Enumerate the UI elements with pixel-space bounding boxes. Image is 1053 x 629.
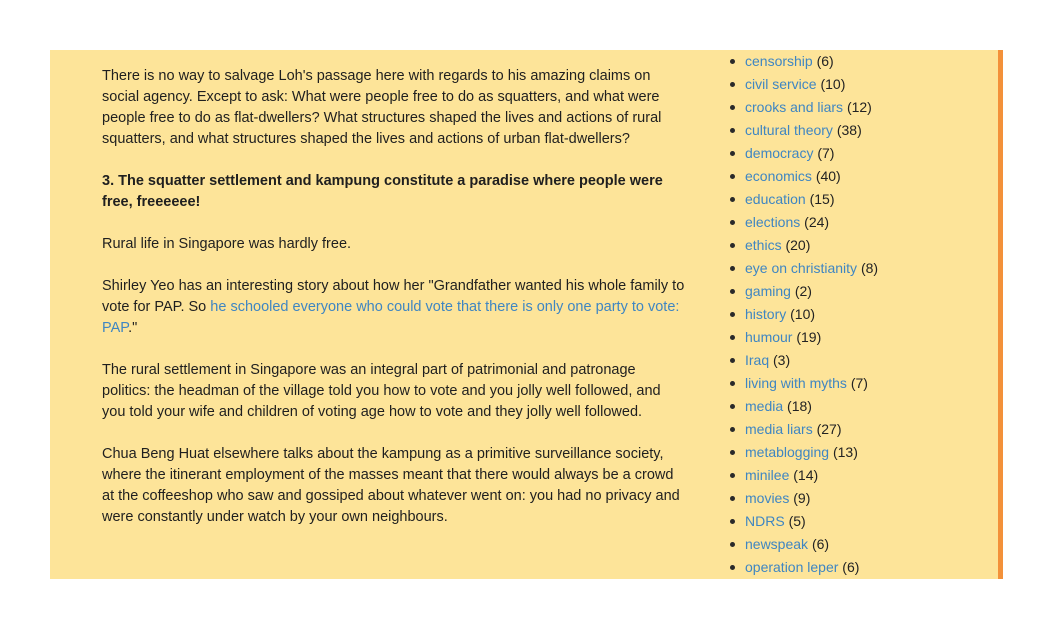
bullet-icon (730, 381, 735, 386)
bullet-icon (730, 266, 735, 271)
label-count: (8) (860, 260, 879, 276)
bullet-icon (730, 174, 735, 179)
label-link[interactable]: media liars (745, 421, 813, 437)
label-count: (15) (809, 191, 835, 207)
label-count: (10) (790, 306, 816, 322)
label-item (726, 510, 986, 533)
label-count: (14) (793, 467, 819, 483)
label-count: (40) (815, 168, 841, 184)
bullet-icon (730, 197, 735, 202)
label-count: (18) (787, 398, 812, 414)
label-item (726, 234, 986, 257)
label-link[interactable]: Iraq (745, 352, 770, 368)
label-count: (38) (836, 122, 862, 138)
label-item (726, 257, 986, 280)
label-count: (27) (816, 421, 842, 437)
label-item (726, 372, 986, 395)
label-item (726, 533, 986, 556)
label-item (726, 487, 986, 510)
label-link[interactable]: elections (745, 214, 801, 230)
label-count: (20) (785, 237, 811, 253)
label-link[interactable]: newspeak (745, 536, 809, 552)
bullet-icon (730, 496, 735, 501)
post-paragraph: Rural life in Singapore was hardly free. (102, 236, 352, 252)
label-link[interactable]: eye on christianity (745, 260, 858, 276)
label-link[interactable]: living with myths (745, 375, 847, 391)
label-count: (7) (817, 145, 835, 161)
label-item (726, 142, 986, 165)
section-heading: 3. The squatter settlement and kampung constitute a paradise where people were free, freeeeee! (102, 173, 663, 210)
post-paragraph: The rural settlement in Singapore was an integral part of patrimonial and patronage politics: the headman of the village told you how to vote and you jolly well followed, and you told your wife and children of voting age how to vote and they jolly well followed. (102, 362, 661, 420)
bullet-icon (730, 473, 735, 478)
label-link[interactable]: history (745, 306, 787, 322)
post-paragraph: There is no way to salvage Loh's passage here with regards to his amazing claims on social agency. Except to ask: What were people free to do as squatters, and what were people free to do as flat-dwellers? What structures shaped the lives and actions of rural squatters, and what structures shaped the lives and actions of urban flat-dwellers? (102, 68, 662, 147)
label-link[interactable]: operation leper (745, 559, 839, 575)
label-link[interactable]: ethics (745, 237, 782, 253)
label-item (726, 556, 986, 579)
label-link[interactable]: cultural theory (745, 122, 833, 138)
label-count: (5) (788, 513, 806, 529)
label-item (726, 349, 986, 372)
bullet-icon (730, 243, 735, 248)
label-item (726, 441, 986, 464)
bullet-icon (730, 427, 735, 432)
label-count: (6) (816, 53, 834, 69)
label-count: (6) (842, 559, 860, 575)
label-item (726, 73, 986, 96)
label-item (726, 211, 986, 234)
label-link[interactable]: education (745, 191, 806, 207)
label-link[interactable]: crooks and liars (745, 99, 844, 115)
label-item (726, 96, 986, 119)
label-count: (9) (793, 490, 811, 506)
bullet-icon (730, 82, 735, 87)
post-paragraph: Chua Beng Huat elsewhere talks about the kampung as a primitive surveillance society, where the itinerant employment of the masses meant that there would always be a crowd at the coffeeshop who saw and gossiped about whatever went on: you had no privacy and were constantly under watch by your own neighbours. (102, 446, 680, 525)
bullet-icon (730, 220, 735, 225)
bullet-icon (730, 59, 735, 64)
bullet-icon (730, 358, 735, 363)
bullet-icon (730, 289, 735, 294)
post-text: ." (128, 320, 138, 336)
label-item (726, 303, 986, 326)
labels-sidebar (726, 50, 986, 579)
bullet-icon (730, 335, 735, 340)
label-item (726, 165, 986, 188)
post-text: Shirley Yeo has an interesting story about how her "Grandfather wanted his whole family to vote for PAP. So (102, 278, 685, 315)
labels-list (726, 50, 986, 579)
bullet-icon (730, 151, 735, 156)
label-link[interactable]: metablogging (745, 444, 830, 460)
bullet-icon (730, 128, 735, 133)
label-item (726, 395, 986, 418)
label-item (726, 50, 986, 73)
sidebar-border (998, 50, 1003, 579)
label-count: (7) (850, 375, 868, 391)
label-link[interactable]: NDRS (745, 513, 785, 529)
label-link[interactable]: censorship (745, 53, 813, 69)
bullet-icon (730, 312, 735, 317)
label-link[interactable]: civil service (745, 76, 817, 92)
label-count: (10) (820, 76, 846, 92)
post-body (102, 66, 687, 549)
bullet-icon (730, 450, 735, 455)
label-link[interactable]: minilee (745, 467, 790, 483)
label-count: (2) (794, 283, 812, 299)
post-link[interactable]: he schooled everyone who could vote that there is only one party to vote: PAP (102, 299, 680, 336)
label-count: (19) (796, 329, 822, 345)
label-link[interactable]: democracy (745, 145, 814, 161)
bullet-icon (730, 565, 735, 570)
bullet-icon (730, 105, 735, 110)
label-item (726, 188, 986, 211)
bullet-icon (730, 519, 735, 524)
label-link[interactable]: media (745, 398, 784, 414)
label-link[interactable]: economics (745, 168, 812, 184)
label-link[interactable]: humour (745, 329, 793, 345)
label-item (726, 119, 986, 142)
label-count: (3) (773, 352, 791, 368)
label-link[interactable]: gaming (745, 283, 791, 299)
label-count: (12) (846, 99, 872, 115)
blog-page (50, 50, 998, 579)
label-count: (6) (811, 536, 830, 552)
label-item (726, 418, 986, 441)
label-item (726, 280, 986, 303)
label-count: (24) (804, 214, 830, 230)
label-item (726, 326, 986, 349)
post-paragraph (102, 276, 687, 339)
label-count: (13) (832, 444, 858, 460)
label-link[interactable]: movies (745, 490, 790, 506)
label-item (726, 464, 986, 487)
bullet-icon (730, 542, 735, 547)
bullet-icon (730, 404, 735, 409)
